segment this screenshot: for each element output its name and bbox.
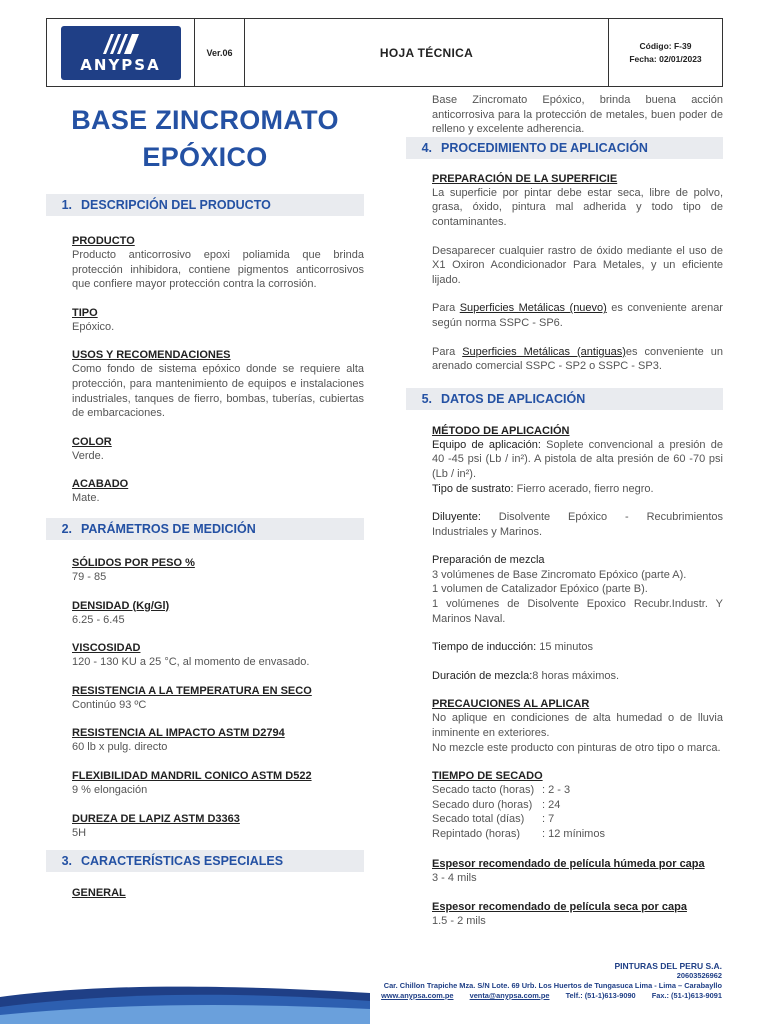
diluyente-label: Diluyente:: [432, 511, 481, 524]
mezcla-line-1: 3 volúmenes de Base Zincromato Epóxico (parte A).: [432, 568, 687, 581]
version-label: Ver.06: [195, 19, 245, 86]
footer-fax: Fax.: (51-1)613-9091: [651, 991, 722, 1000]
section-number: 3.: [61, 854, 72, 869]
product-title-line1: BASE ZINCROMATO: [71, 105, 339, 135]
induccion-value: 15 minutos: [539, 641, 594, 654]
section-5-header: [406, 388, 723, 410]
solidos-text: 79 - 85: [72, 570, 107, 583]
footer: [381, 961, 722, 1001]
producto-text: Producto anticorrosivo epoxi poliamida que brinda protección inhibidora, contiene pigmentos anticorrosivos que confiere mayor protección contra la corrosión.: [72, 249, 364, 291]
section-label: PARÁMETROS DE MEDICIÓN: [81, 521, 256, 536]
tipo-heading: TIPO: [72, 306, 98, 319]
viscosidad-heading: VISCOSIDAD: [72, 642, 141, 655]
precauciones-line-2: No mezcle este producto con pinturas de otro tipo o marca.: [432, 741, 721, 754]
sustrato-value: Fierro acerado, fierro negro.: [516, 482, 654, 495]
section-5-body: [406, 424, 723, 929]
section-2-header: [46, 518, 364, 540]
doc-code: Código: F-39: [639, 40, 692, 51]
sustrato-label: Tipo de sustrato:: [432, 482, 514, 495]
footer-ruc: 20603526962: [676, 971, 722, 980]
text-para: Para: [432, 345, 456, 358]
mezcla-heading: Preparación de mezcla: [432, 554, 545, 567]
usos-text: Como fondo de sistema epóxico donde se requiere alta protección, para mantenimiento de equipos e instalaciones industriales, tanques de fierro, bombas, tuberías, cubiertas de embarcaciones.: [72, 363, 364, 420]
preparacion-heading: PREPARACIÓN DE LA SUPERFICIE: [432, 172, 618, 185]
preparacion-text-1: La superficie por pintar debe estar seca, libre de polvo, grasa, óxido, pintura mal adherida y todo tipo de contaminantes.: [432, 186, 723, 228]
flexibilidad-heading: FLEXIBILIDAD MANDRIL CONICO ASTM D522: [72, 769, 312, 782]
footer-address: Car. Chillon Trapiche Mza. S/N Lote. 69 Urb. Los Huertos de Tungasuca Lima - Lima – Carabayllo: [383, 981, 722, 990]
section-4-body: [406, 172, 723, 374]
section-number: 4.: [421, 140, 432, 155]
code-date-cell: [609, 19, 722, 86]
section-3-body: [46, 886, 364, 900]
impacto-text: 60 lb x pulg. directo: [72, 741, 168, 754]
duracion-label: Duración de mezcla:: [432, 669, 533, 682]
section-number: 5.: [421, 391, 432, 406]
metodo-heading: MÉTODO DE APLICACIÓN: [432, 424, 570, 437]
section-number: 1.: [61, 198, 72, 212]
anypsa-logo: [61, 26, 181, 80]
secado-value: : 24: [542, 798, 561, 811]
section-label: DESCRIPCIÓN DEL PRODUCTO: [81, 198, 271, 212]
text-para: Para: [432, 302, 456, 315]
impacto-heading: RESISTENCIA AL IMPACTO ASTM D2794: [72, 727, 285, 740]
induccion-text: [432, 640, 723, 655]
temperatura-heading: RESISTENCIA A LA TEMPERATURA EN SECO: [72, 684, 312, 697]
section-number: 2.: [61, 521, 72, 536]
viscosidad-text: 120 - 130 KU a 25 °C, al momento de envasado.: [72, 656, 310, 669]
section-1-body: [46, 234, 364, 506]
mezcla-line-3: 1 volúmenes de Disolvente Epoxico Recubr.Industr. Y Marinos Naval.: [432, 598, 723, 625]
section-3-continued: [406, 93, 723, 137]
document-header: [46, 18, 723, 87]
footer-web-link[interactable]: www.anypsa.com.pe: [381, 991, 454, 1000]
espesor-humeda-heading: Espesor recomendado de película húmeda por capa: [432, 857, 705, 870]
duracion-text: [432, 669, 723, 684]
product-title: [46, 102, 364, 176]
equipo-text: [432, 438, 723, 482]
footer-email-link[interactable]: venta@anypsa.com.pe: [469, 991, 550, 1000]
secado-table: [432, 783, 723, 841]
secado-label: Repintado (horas): [432, 828, 521, 840]
diluyente-text: [432, 510, 723, 539]
left-column: [46, 100, 364, 900]
footer-contacts: [381, 991, 722, 1001]
mezcla-line-2: 1 volumen de Catalizador Epóxico (parte B).: [432, 583, 648, 596]
acabado-text: Mate.: [72, 492, 100, 505]
dureza-text: 5H: [72, 826, 87, 839]
temperatura-text: Continúo 93 ºC: [72, 698, 147, 711]
secado-label: Secado total (días): [432, 813, 525, 826]
precauciones-line-1: No aplique en condiciones de alta humedad o de lluvia inminente en exteriores.: [432, 712, 723, 740]
general-heading: GENERAL: [72, 887, 126, 900]
superficies-antiguas: Superficies Metálicas (antiguas): [462, 345, 626, 358]
logo-text: ANYPSA: [80, 55, 161, 74]
text-arenar: es conveniente arenar según norma SSPC - SP6.: [432, 302, 723, 329]
section-label: CARACTERÍSTICAS ESPECIALES: [81, 854, 284, 869]
secado-value: : 2 - 3: [542, 784, 571, 797]
general-text: Base Zincromato Epóxico, brinda buena acción anticorrosiva para la protección de metales, buen poder de relleno y excelente adherencia.: [432, 94, 723, 136]
producto-heading: PRODUCTO: [72, 235, 135, 247]
section-label: DATOS DE APLICACIÓN: [441, 391, 586, 406]
equipo-value: Soplete convencional a presión de 40 -45 psi (Lb / in²). A pistola de alta presión de 60 -70 psi (Lb / in²).: [432, 438, 724, 480]
section-1-header: [46, 194, 364, 216]
footer-tel: Telf.: (51-1)613-9090: [565, 991, 636, 1000]
solidos-heading: SÓLIDOS POR PESO %: [72, 556, 195, 569]
preparacion-text-3: [432, 301, 723, 330]
section-4-header: [406, 137, 723, 159]
product-title-line2: EPÓXICO: [142, 142, 268, 172]
doc-date: Fecha: 02/01/2023: [629, 53, 702, 64]
logo-cell: [47, 19, 195, 86]
footer-wave-decoration: [0, 975, 370, 1024]
dureza-heading: DUREZA DE LAPIZ ASTM D3363: [72, 812, 240, 825]
preparacion-text-2: Desaparecer cualquier rastro de óxido mediante el uso de X1 Oxiron Acondicionador Para Metales, y un eficiente lijado.: [432, 244, 723, 286]
header-title: HOJA TÉCNICA: [245, 19, 609, 86]
precauciones-heading: PRECAUCIONES AL APLICAR: [432, 698, 590, 711]
footer-company: PINTURAS DEL PERU S.A.: [614, 961, 722, 971]
preparacion-text-4: [432, 345, 723, 374]
induccion-label: Tiempo de inducción:: [432, 641, 537, 654]
espesor-humeda-text: 3 - 4 mils: [432, 871, 477, 884]
color-heading: COLOR: [72, 435, 112, 448]
secado-label: Secado tacto (horas): [432, 784, 535, 797]
secado-value: : 7: [542, 813, 555, 826]
equipo-label: Equipo de aplicación:: [432, 438, 541, 451]
secado-heading: TIEMPO DE SECADO: [432, 770, 543, 783]
sustrato-text: [432, 482, 723, 497]
logo-mark-icon: [101, 32, 141, 56]
densidad-text: 6.25 - 6.45: [72, 613, 125, 626]
right-column: [406, 93, 723, 929]
usos-heading: USOS Y RECOMENDACIONES: [72, 349, 231, 362]
duracion-value: 8 horas máximos.: [532, 669, 620, 682]
superficies-nuevo: Superficies Metálicas (nuevo): [459, 302, 607, 315]
text-arenado: es conveniente un arenado comercial SSPC - SP2 o SSPC - SP3.: [432, 345, 723, 373]
acabado-heading: ACABADO: [72, 478, 129, 491]
espesor-seca-text: 1.5 - 2 mils: [432, 915, 486, 928]
color-text: Verde.: [72, 449, 104, 462]
tipo-text: Epóxico.: [72, 320, 115, 333]
diluyente-value: Disolvente Epóxico - Recubrimientos Industriales y Marinos.: [432, 511, 723, 538]
flexibilidad-text: 9 % elongación: [72, 783, 148, 796]
secado-value: : 12 mínimos: [542, 828, 605, 840]
densidad-heading: DENSIDAD (Kg/Gl): [72, 599, 170, 612]
section-2-body: [46, 556, 364, 840]
section-3-header: [46, 850, 364, 872]
section-label: PROCEDIMIENTO DE APLICACIÓN: [441, 140, 648, 155]
secado-label: Secado duro (horas): [432, 798, 533, 811]
espesor-seca-heading: Espesor recomendado de película seca por capa: [432, 901, 687, 914]
